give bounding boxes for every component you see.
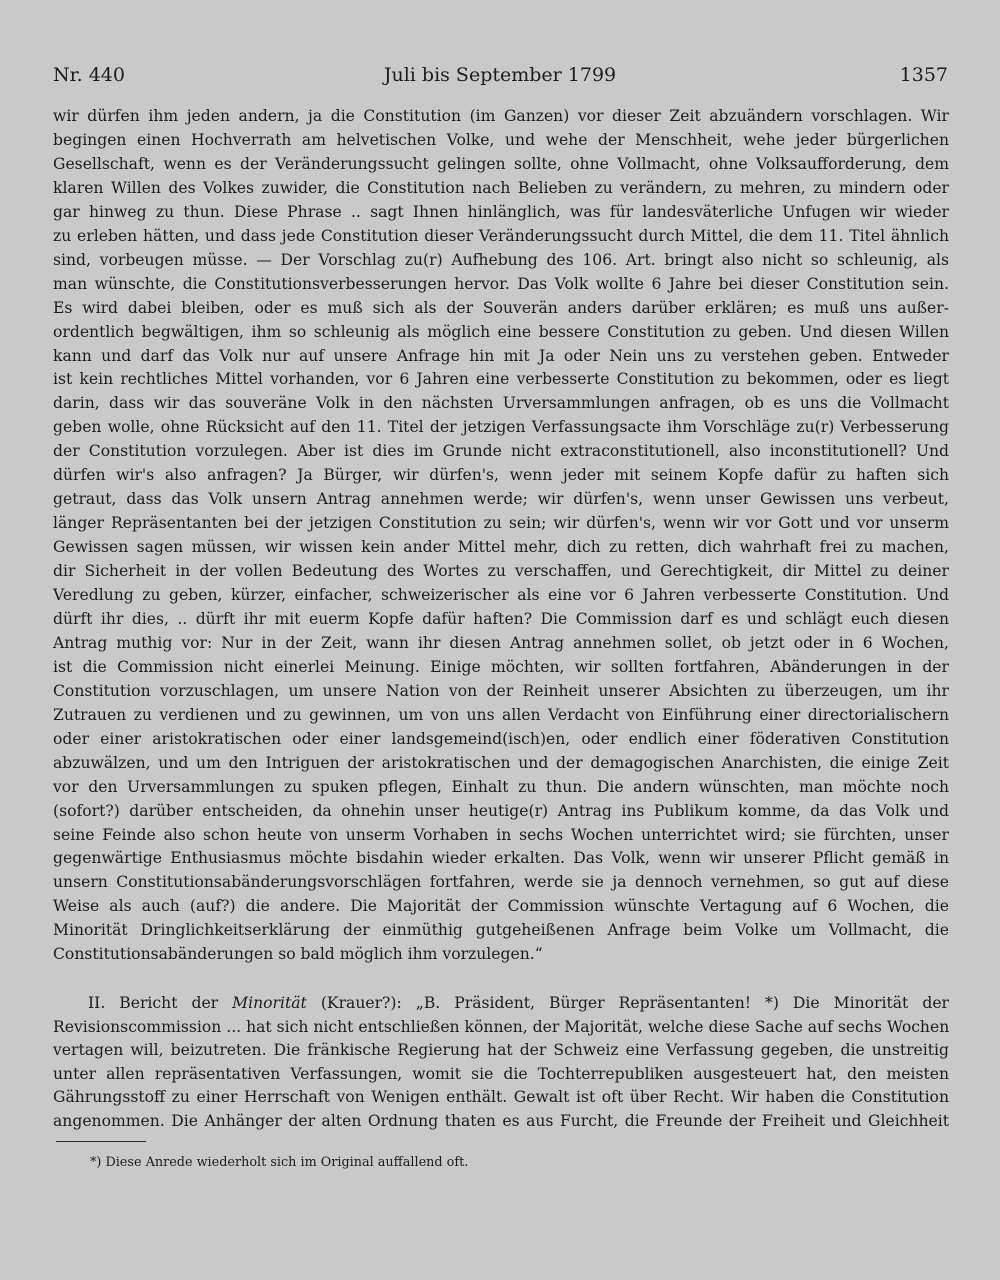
text-line: wir dürfen ihm jeden andern, ja die Constitution (im Ganzen) vor dieser Zeit abzuändern vorschlagen. Wir [53, 107, 949, 125]
text-line: gegenwärtige Enthusiasmus möchte bisdahin wieder erkalten. Das Volk, wenn wir unserer Pflicht gemäß in [53, 849, 949, 867]
text-line: zu erleben hätten, und dass jede Constitution dieser Veränderungssucht durch Mittel, die dem 11. Titel ähnlich [53, 227, 949, 245]
text-line: seine Feinde also schon heute von unserm Vorhaben in sechs Wochen unterrichtet wird; sie fürchten, unser [53, 826, 949, 844]
footnote: *) Diese Anrede wiederholt sich im Original auffallend oft. [90, 1155, 469, 1170]
text-line: begingen einen Hochverrath am helvetischen Volke, und wehe der Menschheit, wehe jeder bürgerlichen [53, 131, 949, 149]
text-line: (sofort?) darüber entscheiden, da ohnehin unser heutige(r) Antrag ins Publikum komme, da das Volk und [53, 802, 949, 820]
section-heading-rest: (Krauer?): „B. Präsident, Bürger Repräsentanten! *) Die Minorität der [306, 994, 949, 1012]
document-number: Nr. 440 [53, 64, 125, 86]
text-line: unter allen repräsentativen Verfassungen, womit sie die Tochterrepubliken ausgesteuert hat, den meisten [53, 1065, 949, 1083]
text-line: länger Repräsentanten bei der jetzigen Constitution zu sein; wir dürfen's, wenn wir vor Gott und vor unserm [53, 514, 949, 532]
text-line: Antrag muthig vor: Nur in der Zeit, wann ihr diesen Antrag annehmen sollet, ob jetzt oder in 6 Wochen, [53, 634, 949, 652]
text-line: vertagen will, beizutreten. Die fränkische Regierung hat der Schweiz eine Verfassung gegeben, die unstreitig [53, 1041, 949, 1059]
text-line: Zutrauen zu verdienen und zu gewinnen, um von uns allen Verdacht von Einführung einer directorialischern [53, 706, 949, 724]
section-label: II. Bericht der [88, 994, 233, 1012]
text-line: Gährungsstoff zu einer Herrschaft von Wenigen enthält. Gewalt ist oft über Recht. Wir haben die Constitution [53, 1088, 949, 1106]
text-line: getraut, dass das Volk unsern Antrag annehmen werde; wir dürfen's, wenn unser Gewissen uns verbeut, [53, 490, 949, 508]
text-line: oder einer aristokratischen oder einer landsgemeind(isch)en, oder endlich einer föderativen Constitution [53, 730, 949, 748]
text-line: sind, vorbeugen müsse. — Der Vorschlag zu(r) Aufhebung des 106. Art. bringt also nicht so schleunig, als [53, 251, 949, 269]
text-line: unsern Constitutionsabänderungsvorschlägen fortfahren, werde sie ja dennoch vernehmen, so gut auf diese [53, 873, 949, 891]
text-line: klaren Willen des Volkes zuwider, die Constitution nach Belieben zu verändern, zu mehren, zu mindern oder [53, 179, 949, 197]
text-line: dürft ihr dies, .. dürft ihr mit euerm Kopfe dafür haften? Die Commission darf es und schlägt euch diesen [53, 610, 949, 628]
text-line: abzuwälzen, und um den Intriguen der aristokratischen und der demagogischen Anarchisten, die einige Zeit [53, 754, 949, 772]
text-line: dürfen wir's also anfragen? Ja Bürger, wir dürfen's, wenn jeder mit seinem Kopfe dafür zu haften sich [53, 466, 949, 484]
text-line: Weise als auch (auf?) die andere. Die Majorität der Commission wünschte Vertagung auf 6 Wochen, die [53, 897, 949, 915]
text-line: gar hinweg zu thun. Diese Phrase .. sagt Ihnen hinlänglich, was für landesväterliche Unfugen wir wieder [53, 203, 949, 221]
text-line: kann und darf das Volk nur auf unsere Anfrage hin mit Ja oder Nein uns zu verstehen geben. Entweder [53, 347, 949, 365]
text-line: ist kein rechtliches Mittel vorhanden, vor 6 Jahren eine verbesserte Constitution zu bekommen, oder es liegt [53, 370, 949, 388]
text-line: man wünschte, die Constitutionsverbesserungen hervor. Das Volk wollte 6 Jahre bei dieser Constitution sein. [53, 275, 949, 293]
text-line: Minorität Dringlichkeitserklärung der einmüthig gutgeheißenen Anfrage beim Volke um Vollmacht, die [53, 921, 949, 939]
text-line: dir Sicherheit in der vollen Bedeutung des Wortes zu verschaffen, und Gerechtigkeit, dir Mittel zu deiner [53, 562, 949, 580]
text-line: ordentlich begwältigen, ihm so schleunig als möglich eine bessere Constitution zu geben. Und diesen Willen [53, 323, 949, 341]
text-line: Constitution vorzuschlagen, um unsere Nation von der Reinheit unserer Absichten zu überzeugen, um ihr [53, 682, 949, 700]
text-line: ist die Commission nicht einerlei Meinung. Einige möchten, wir sollten fortfahren, Abänderungen in der [53, 658, 949, 676]
section-italic-term: Minorität [232, 994, 307, 1012]
text-line: Es wird dabei bleiben, oder es muß sich als der Souverän anders darüber erklären; es muß uns außer- [53, 299, 949, 317]
text-line: Revisionscommission ... hat sich nicht entschließen können, der Majorität, welche diese Sache auf sechs Wochen [53, 1018, 950, 1036]
text-line: darin, dass wir das souveräne Volk in den nächsten Urversammlungen anfragen, ob es uns die Vollmacht [53, 394, 949, 412]
text-line: vor den Urversammlungen zu spuken pflegen, Einhalt zu thun. Die andern wünschten, man möchte noch [53, 778, 949, 796]
text-line: geben wolle, ohne Rücksicht auf den 11. Titel der jetzigen Verfassungsacte ihm Vorschläge zu(r) Verbesserung [53, 418, 949, 436]
running-title: Juli bis September 1799 [383, 64, 617, 86]
page-number: 1357 [899, 64, 948, 86]
text-line: Gesellschaft, wenn es der Veränderungssucht gelingen sollte, ohne Vollmacht, ohne Volksaufforderung, dem [53, 155, 949, 173]
text-line: Veredlung zu geben, kürzer, einfacher, schweizerischer als eine vor 6 Jahren verbesserte Constitution. Und [53, 586, 949, 604]
footnote-rule [56, 1141, 146, 1142]
text-line: Constitutionsabänderungen so bald möglich ihm vorzulegen.“ [53, 945, 543, 963]
text-line: Gewissen sagen müssen, wir wissen kein ander Mittel mehr, dich zu retten, dich wahrhaft frei zu machen, [53, 538, 949, 556]
text-line: angenommen. Die Anhänger der alten Ordnung thaten es aus Furcht, die Freunde der Freiheit und Gleichheit [53, 1112, 949, 1130]
text-line: der Constitution vorzulegen. Aber ist dies im Grunde nicht extraconstitutionell, also inconstitutionell? Und [53, 442, 949, 460]
section-heading-line [88, 991, 949, 1015]
